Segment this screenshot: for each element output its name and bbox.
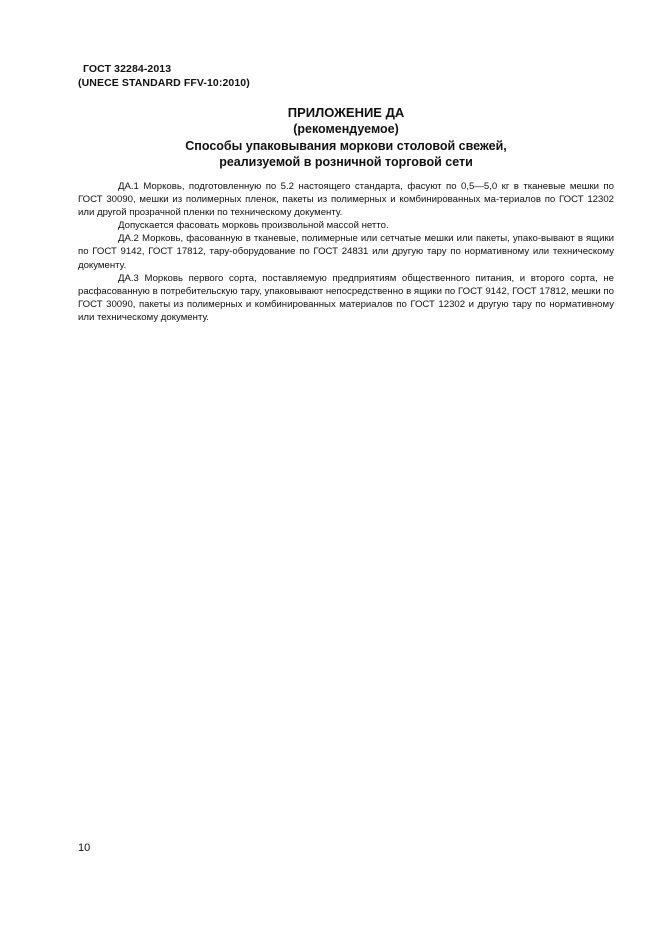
unece-standard-reference: (UNECE STANDARD FFV-10:2010) (78, 77, 250, 89)
annex-heading-line-2: реализуемой в розничной торговой сети (219, 155, 473, 169)
annex-status: (рекомендуемое) (293, 122, 399, 136)
annex-heading-line-1: Способы упаковывания моркови столовой свежей, (185, 139, 507, 153)
annex-title-block (78, 104, 614, 170)
document-header (78, 62, 250, 90)
annex-title: ПРИЛОЖЕНИЕ ДА (287, 105, 405, 120)
paragraph-da2: ДА.2 Морковь, фасованную в тканевые, полимерные или сетчатые мешки или пакеты, упако-вывают в ящики по ГОСТ 9142, ГОСТ 17812, тару-оборудование по ГОСТ 24831 или другую тару по нормативному или техническому документу. (78, 233, 614, 271)
page-number: 10 (78, 842, 91, 854)
annex-body (78, 180, 614, 324)
paragraph-da3: ДА.3 Морковь первого сорта, поставляемую предприятиям общественного питания, и второго сорта, не расфасованную в потребительскую тару, упаковывают непосредственно в ящики по ГОСТ 9142, ГОСТ 17812, мешки по ГОСТ 30090, пакеты из полимерных и комбинированных материалов по ГОСТ 12302 и другую тару по нормативному или техническому документу. (78, 272, 614, 323)
paragraph-da1: ДА.1 Морковь, подготовленную по 5.2 настоящего стандарта, фасуют по 0,5—5,0 кг в тканевые мешки по ГОСТ 30090, мешки из полимерных пленок, пакеты из полимерных и комбинированных ма-териалов по ГОСТ 12302 или другой прозрачной пленки по техническому документу. (78, 181, 614, 219)
paragraph-net-mass: Допускается фасовать морковь произвольной массой нетто. (118, 220, 389, 232)
standard-number: ГОСТ 32284-2013 (83, 63, 172, 75)
